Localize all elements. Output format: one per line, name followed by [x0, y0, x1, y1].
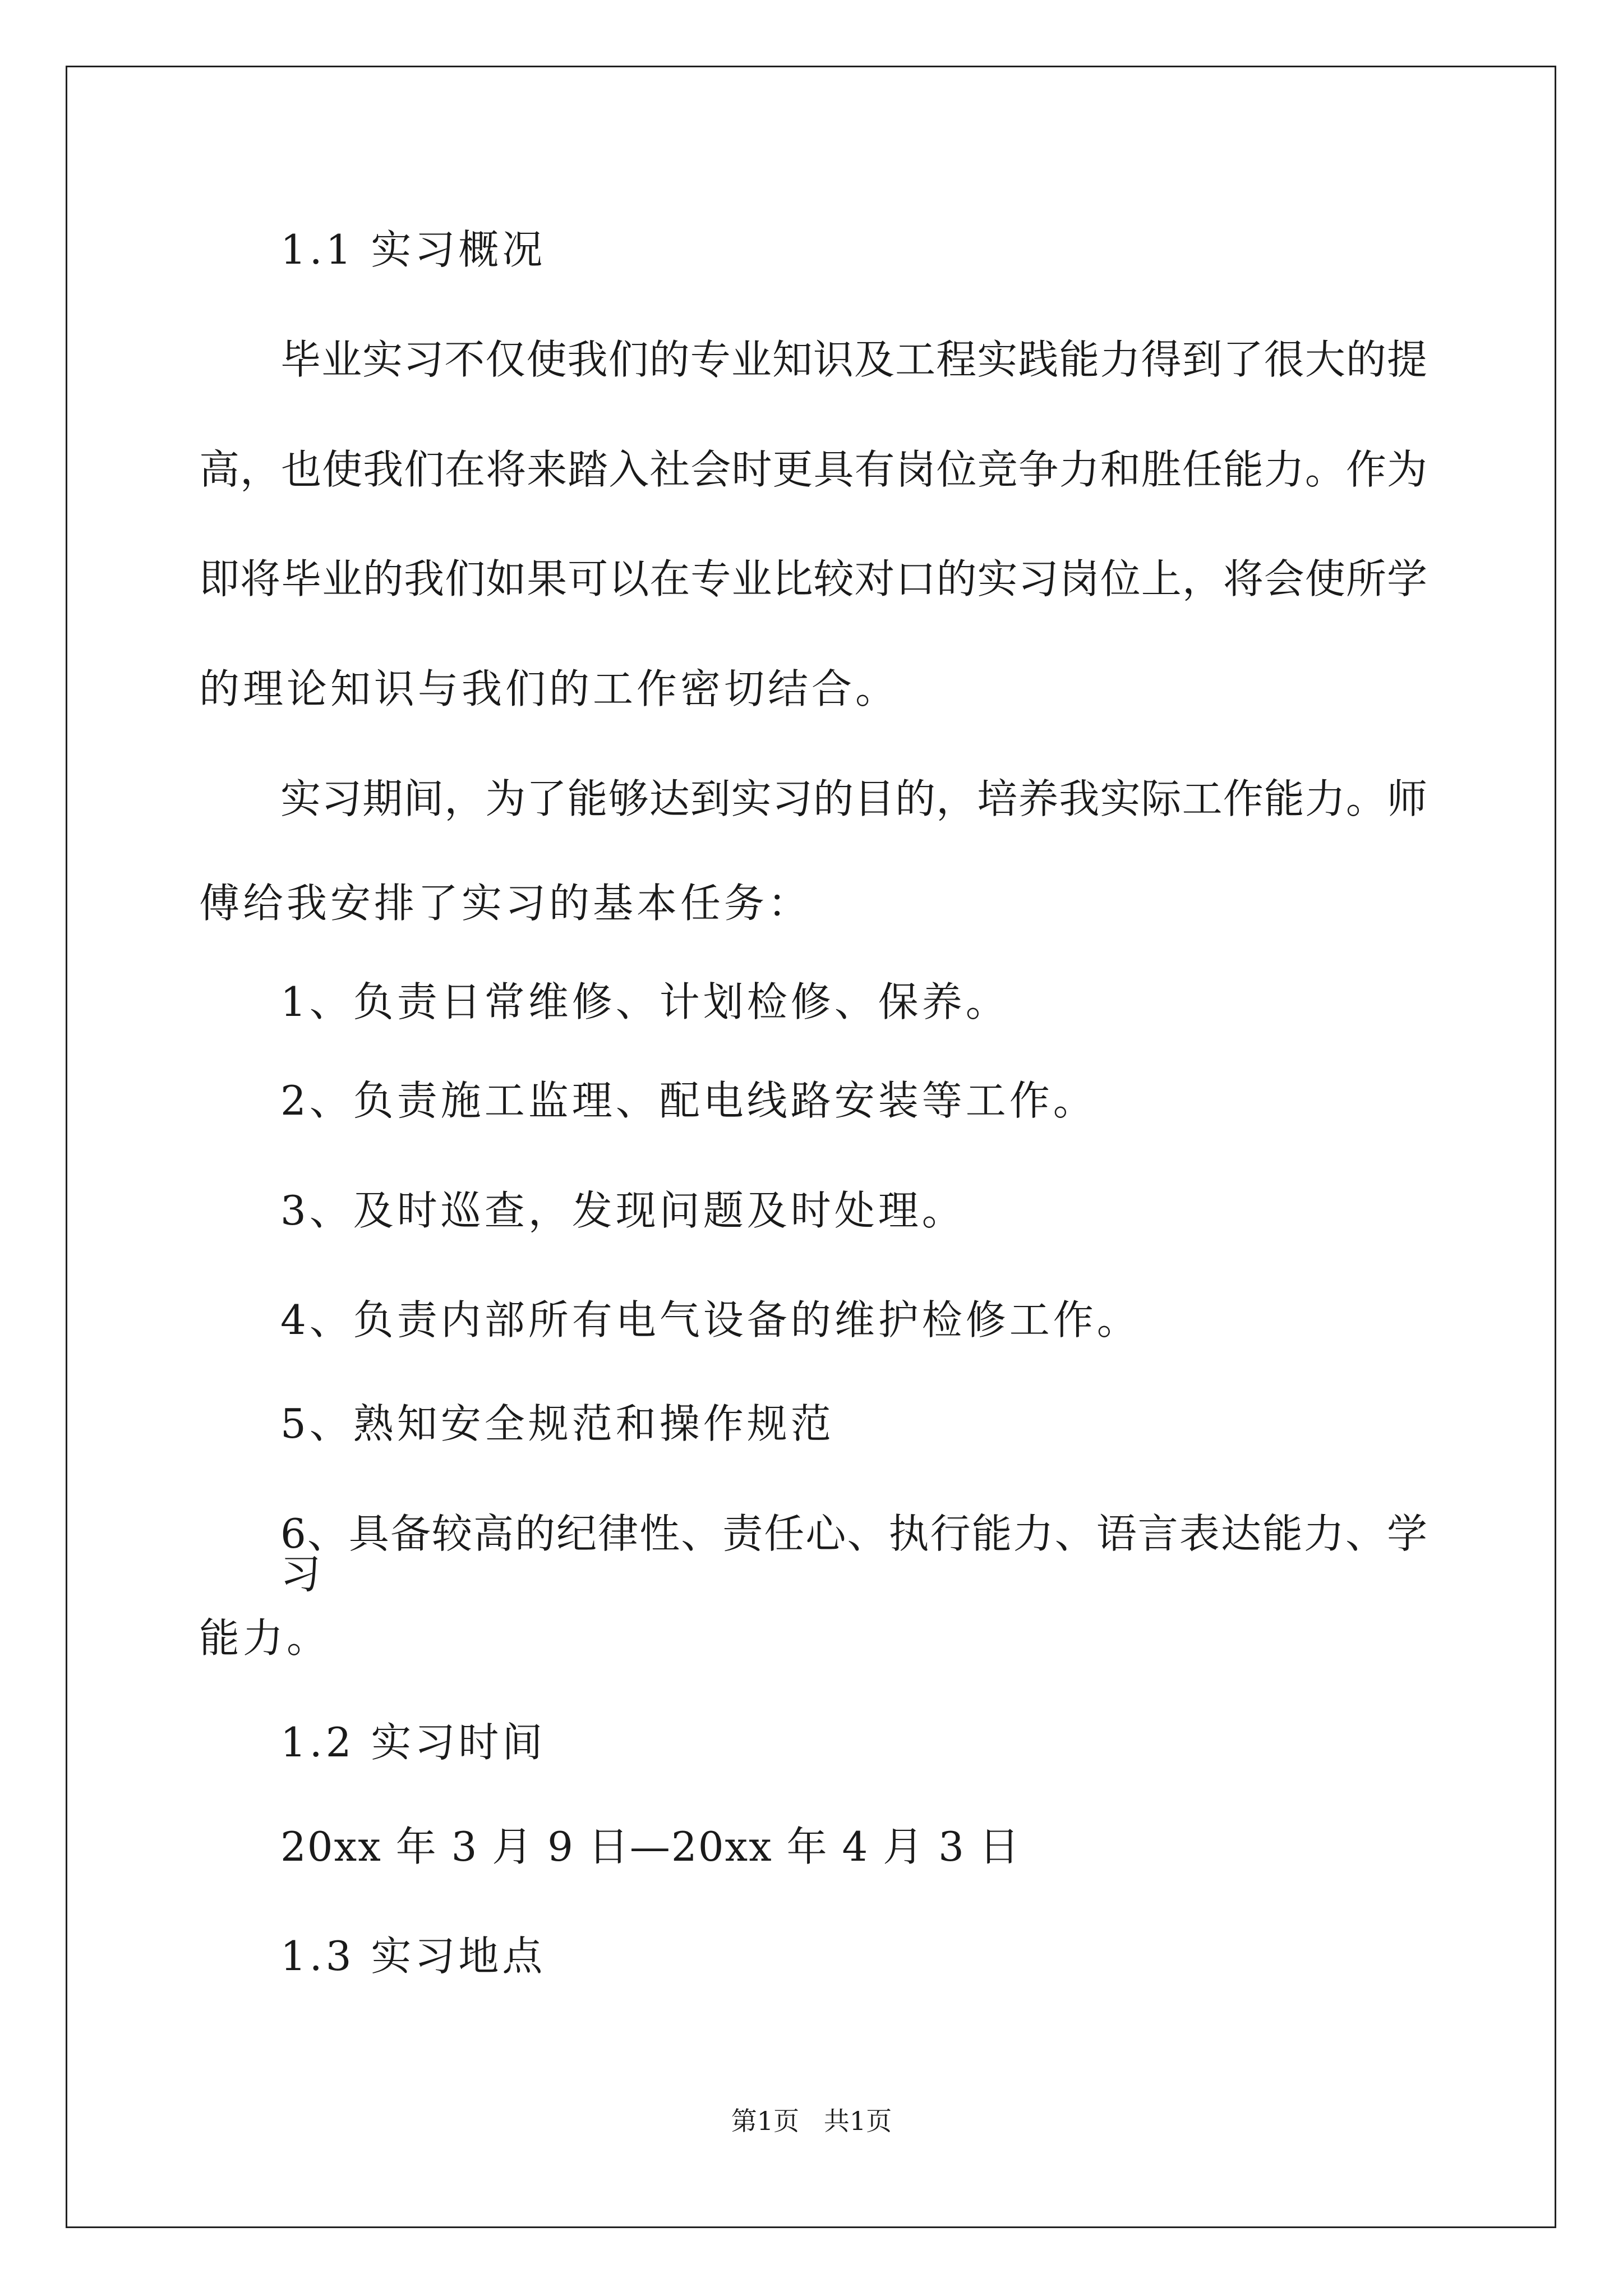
page-number-footer: 第1页 共1页: [731, 2106, 892, 2136]
page-border: [66, 66, 1556, 2228]
task-item: 6、具备较高的纪律性、责任心、执行能力、语言表达能力、学习: [280, 1510, 1427, 1598]
task-item-continuation: 能力。: [199, 1614, 331, 1662]
paragraph-line: 即将毕业的我们如果可以在专业比较对口的实习岗位上，将会使所学: [199, 555, 1427, 602]
task-item: 1、负责日常维修、计划检修、保养。: [280, 978, 1009, 1025]
time-range: 20xx 年 3 月 9 日—20xx 年 4 月 3 日: [280, 1823, 1021, 1870]
task-item: 3、及时巡查，发现问题及时处理。: [280, 1187, 966, 1234]
task-item: 2、负责施工监理、配电线路安装等工作。: [280, 1077, 1097, 1124]
paragraph-line: 高，也使我们在将来踏入社会时更具有岗位竞争力和胜任能力。作为: [199, 446, 1427, 493]
section-heading-location: 1.3 实习地点: [280, 1932, 546, 1980]
paragraph-line: 实习期间，为了能够达到实习的目的，培养我实际工作能力。师: [280, 775, 1427, 822]
paragraph-line: 的理论知识与我们的工作密切结合。: [199, 665, 900, 712]
paragraph-line: 毕业实习不仅使我们的专业知识及工程实践能力得到了很大的提: [280, 336, 1427, 383]
section-heading-time: 1.2 实习时间: [280, 1719, 546, 1766]
paragraph-line: 傅给我安排了实习的基本任务：: [199, 880, 812, 927]
task-item: 4、负责内部所有电气设备的维护检修工作。: [280, 1296, 1141, 1343]
task-item: 5、熟知安全规范和操作规范: [280, 1400, 834, 1447]
section-heading-overview: 1.1 实习概况: [280, 226, 546, 273]
